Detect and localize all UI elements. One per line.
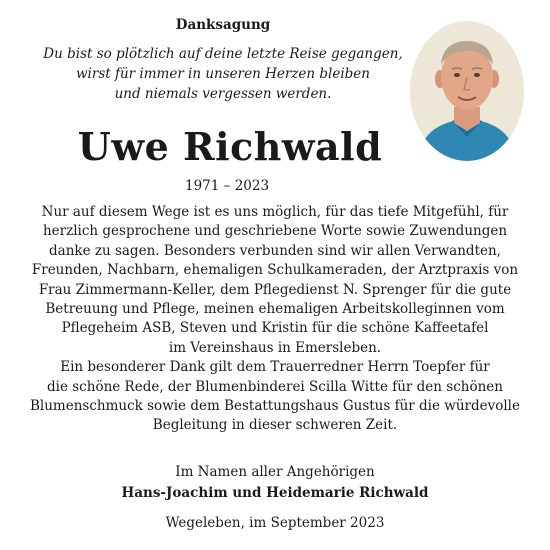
thanks-text — [10, 203, 540, 436]
text-line: im Vereinshaus in Emersleben. — [168, 339, 382, 356]
text-line: Nur auf diesem Wege ist es uns möglich, für das tiefe Mitgefühl, für — [41, 204, 509, 220]
poem-line: wirst für immer in unseren Herzen bleiben — [76, 66, 370, 82]
text-line: danke zu sagen. Besonders verbunden sind wir allen Verwandten, — [49, 242, 501, 259]
text-line: herzlich gesprochene und geschriebene Worte sowie Zuwendungen — [42, 223, 508, 240]
heading: Danksagung — [175, 17, 271, 33]
deceased-name: Uwe Richwald — [77, 124, 383, 169]
text-line: Pflegeheim ASB, Steven und Kristin für die schöne Kaffeetafel — [61, 320, 489, 337]
poem-line: Du bist so plötzlich auf deine letzte Reise gegangen, — [43, 46, 403, 62]
text-line: Ein besonderer Dank gilt dem Trauerredner Herrn Toepfer für — [60, 359, 490, 376]
text-line: Blumenschmuck sowie dem Bestattungshaus Gustus für die würdevolle — [30, 398, 520, 415]
text-line: Freunden, Nachbarn, ehemaligen Schulkameraden, der Arztpraxis von — [31, 262, 519, 279]
poem — [0, 44, 446, 104]
life-dates: 1971 – 2023 — [185, 178, 270, 194]
signature-intro: Im Namen aller Angehörigen — [175, 464, 375, 480]
text-line: Betreuung und Pflege, meinen ehemaligen Arbeitskolleginnen vom — [45, 301, 505, 318]
text-line: Begleitung in dieser schweren Zeit. — [152, 417, 398, 434]
poem-line: und niemals vergessen werden. — [114, 86, 332, 102]
text-line: Frau Zimmermann-Keller, dem Pflegedienst N. Sprenger für die gute — [38, 281, 512, 298]
signature-names: Hans-Joachim und Heidemarie Richwald — [121, 485, 429, 501]
place-date: Wegeleben, im September 2023 — [165, 515, 385, 531]
text-line: die schöne Rede, der Blumenbinderei Scilla Witte für den schönen — [47, 378, 503, 395]
